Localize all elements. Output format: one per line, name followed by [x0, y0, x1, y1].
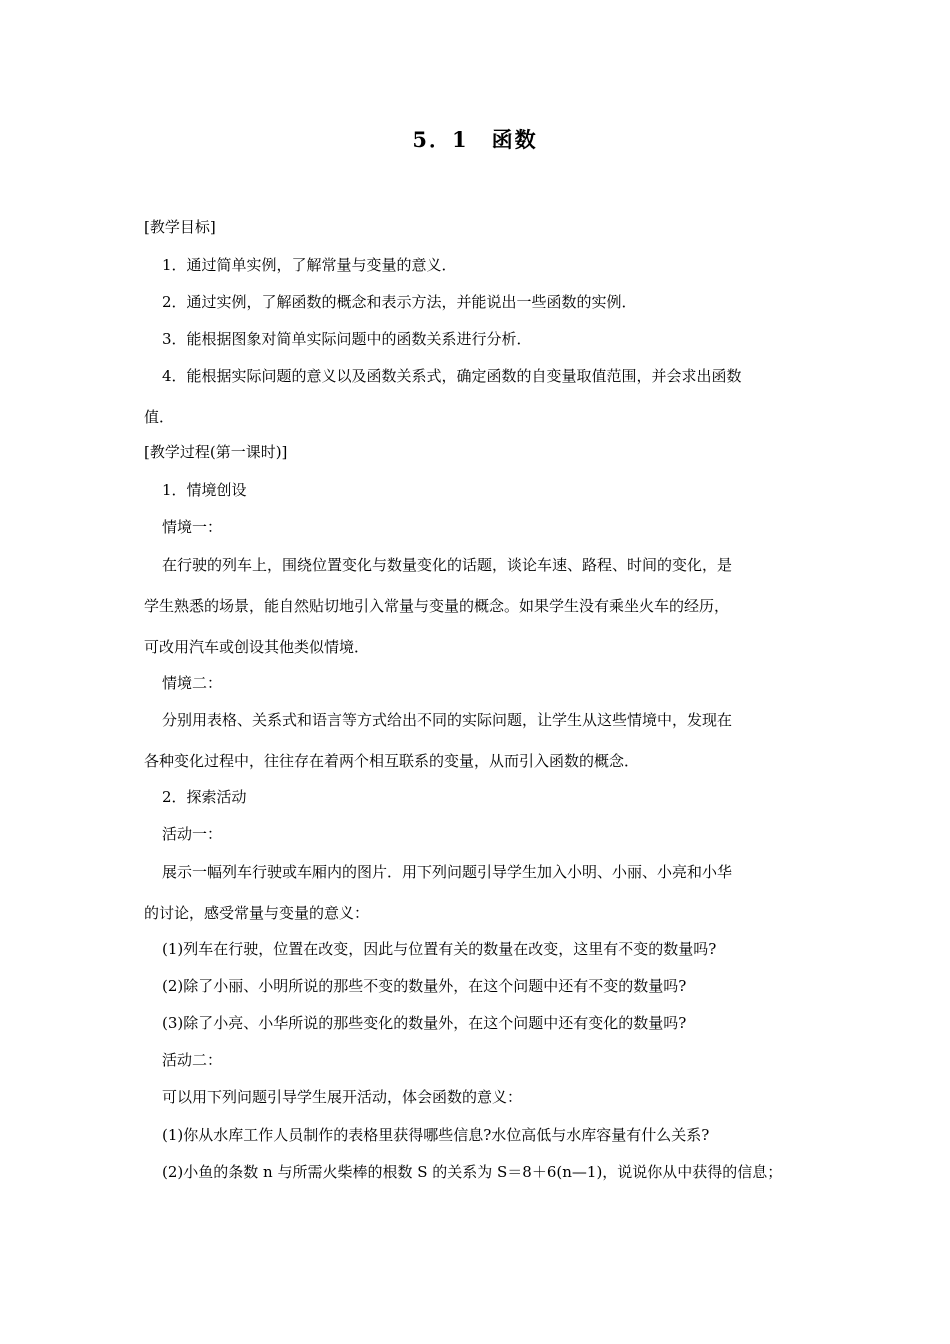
paragraph-line: 学生熟悉的场景，能自然贴切地引入常量与变量的概念。如果学生没有乘坐火车的经历，: [144, 597, 730, 615]
document-title: 5．1 函数: [412, 127, 538, 152]
paragraph-line: 可改用汽车或创设其他类似情境．: [144, 638, 370, 656]
activity-1-heading: 活动一：: [162, 825, 223, 843]
objective-4: 4．能根据实际问题的意义以及函数关系式，确定函数的自变量取值范围，并会求出函数: [162, 367, 742, 385]
objective-1: 1．通过简单实例，了解常量与变量的意义．: [162, 256, 457, 274]
question-item: (2)小鱼的条数 n 与所需火柴棒的根数 S 的关系为 S＝8＋6(n—1)，说说你从中获得的信息；: [162, 1163, 783, 1181]
section-heading-process: [教学过程(第一课时)]: [144, 443, 288, 461]
activity-2-heading: 活动二：: [162, 1051, 223, 1069]
question-item: (3)除了小亮、小华所说的那些变化的数量外，在这个问题中还有变化的数量吗?: [162, 1014, 687, 1032]
paragraph-line: 的讨论，感受常量与变量的意义：: [144, 904, 370, 922]
step-2-heading: 2．探索活动: [162, 788, 247, 806]
section-heading-objectives: [教学目标]: [144, 218, 216, 236]
paragraph-line: 展示一幅列车行驶或车厢内的图片．用下列问题引导学生加入小明、小丽、小亮和小华: [162, 863, 733, 881]
objective-3: 3．能根据图象对简单实际问题中的函数关系进行分析．: [162, 330, 532, 348]
step-1-heading: 1．情境创设: [162, 481, 247, 499]
question-item: (1)列车在行驶，位置在改变，因此与位置有关的数量在改变，这里有不变的数量吗?: [162, 940, 717, 958]
paragraph-line: 在行驶的列车上，围绕位置变化与数量变化的话题，谈论车速、路程、时间的变化，是: [162, 556, 733, 574]
paragraph-line: 可以用下列问题引导学生展开活动，体会函数的意义：: [162, 1088, 523, 1106]
question-item: (2)除了小丽、小明所说的那些不变的数量外，在这个问题中还有不变的数量吗?: [162, 977, 687, 995]
paragraph-line: 分别用表格、关系式和语言等方式给出不同的实际问题，让学生从这些情境中，发现在: [162, 711, 733, 729]
objective-2: 2．通过实例，了解函数的概念和表示方法，并能说出一些函数的实例．: [162, 293, 637, 311]
objective-4-continued: 值．: [144, 408, 175, 426]
paragraph-line: 各种变化过程中，往往存在着两个相互联系的变量，从而引入函数的概念．: [144, 752, 640, 770]
scenario-1-heading: 情境一：: [162, 518, 223, 536]
scenario-2-heading: 情境二：: [162, 674, 223, 692]
question-item: (1)你从水库工作人员制作的表格里获得哪些信息?水位高低与水库容量有什么关系?: [162, 1126, 710, 1144]
